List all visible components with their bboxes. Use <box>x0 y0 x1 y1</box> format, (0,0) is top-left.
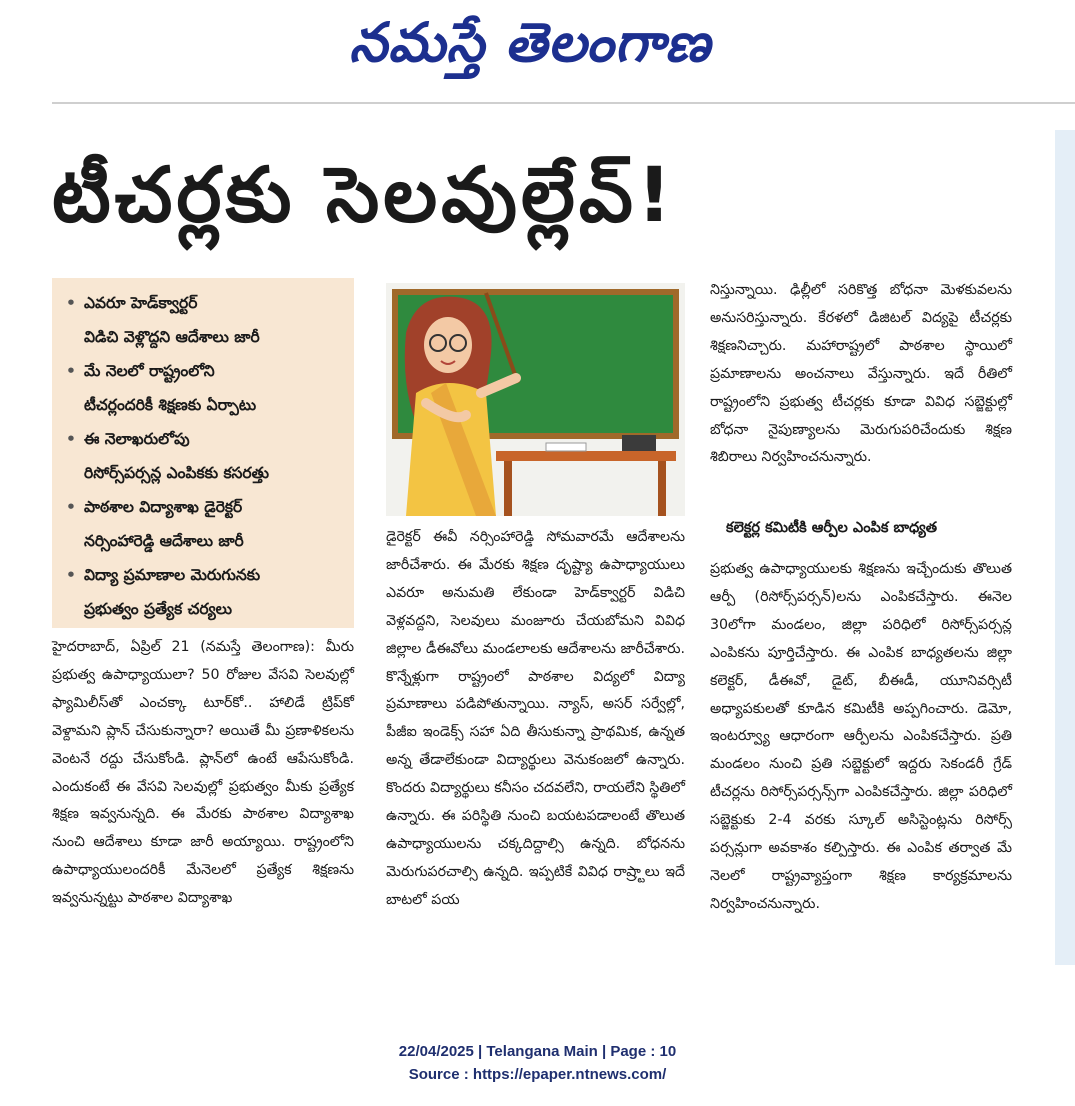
footer-source: Source : https://epaper.ntnews.com/ <box>408 1066 667 1083</box>
article-column-1: హైదరాబాద్‌, ఏప్రిల్‌ 21 (నమస్తే తెలంగాణ): మీరు ప్రభుత్వ ఉపాధ్యాయులా? 50 రోజుల వేసవి సెలవుల్లో ఫ్యామిలీస్‌తో ఎంచక్కా టూర్‌కో.. హాలిడే ట్రిప్‌కో వెళ్దామని ప్లాన్‌ చేసుకున్నారా? అయితే మీ ప్రణాళికలను వెంటనే రద్దు చేసుకోండి. ప్లాన్‌లో ఉంటే ఆపేసుకోండి. ఎందుకంటే ఈ వేసవి సెలవుల్లో ప్రభుత్వం మీకు ప్రత్యేక శిక్షణ ఇవ్వనున్నది. ఈ మేరకు పాఠశాల విద్యాశాఖ నుంచి ఆదేశాలు కూడా జారీ అయ్యాయి. రాష్ట్రంలోని ఉపాధ్యాయులందరికీ మేనెలలో ప్రత్యేక శిక్షణను ఇవ్వనున్నట్టు పాఠశాల విద్యాశాఖ <box>52 639 354 907</box>
subheading: కలెక్టర్ల కమిటీకి ఆర్పీల ఎంపిక బాధ్యత <box>726 520 938 536</box>
masthead-title: నమస్తే తెలంగాణ <box>349 11 711 74</box>
masthead <box>0 0 1075 100</box>
adjacent-page-strip <box>1055 130 1075 965</box>
highlight-item: • ఈ నెలాఖరులోపు రిసోర్స్‌పర్సన్ల ఎంపికకు కసరత్తు <box>66 430 270 482</box>
highlight-item: • ఎవరూ హెడ్‌క్వార్టర్‌ విడిచి వెళ్లొద్దని ఆదేశాలు జారీ <box>66 294 260 346</box>
footer <box>0 1040 1075 1086</box>
footer-date-page: 22/04/2025 | Telangana Main | Page : 10 <box>398 1043 677 1060</box>
highlight-item: • పాఠశాల విద్యాశాఖ డైరెక్టర్‌ నర్సింహారెడ్డి ఆదేశాలు జారీ <box>66 498 244 550</box>
teacher-illustration <box>386 283 685 516</box>
article-column-3-continued: ప్రభుత్వ ఉపాధ్యాయులకు శిక్షణను ఇచ్చేందుకు తొలుత ఆర్పీ (రిసోర్స్‌పర్సన్‌)లను ఎంపికచేస్తారు. ఈనెల 30లోగా మండలం, జిల్లా పరిధిలో రిసోర్స్‌పర్సన్ల ఎంపికను పూర్తిచేస్తారు. ఈ ఎంపిక బాధ్యతలను జిల్లా కలెక్టర్‌, డీఈవో, డైట్‌, బీఈడీ, యూనివర్సిటీ అధ్యాపకులతో కూడిన కమిటీకి అప్పగించారు. డెమో, ఇంటర్వ్యూ ఆధారంగా ఆర్పీలను ఎంపికచేస్తారు. ప్రతి మండలం నుంచి ప్రతి సబ్జెక్టులో ఇద్దరు సెకండరీ గ్రేడ్‌ టీచర్లను రిసోర్స్‌పర్సన్స్‌గా ఎంపికచేస్తారు. జిల్లా పరిధిలో సబ్జెక్టుకు 2-4 వరకు స్కూల్‌ అసిస్టెంట్లను రిసోర్స్‌ పర్సన్లుగా అవకాశం కల్పిస్తారు. ఈ ఎంపిక తర్వాత మే నెలలో రాష్ట్రవ్యాప్తంగా శిక్షణ కార్యక్రమాలను నిర్వహించనున్నారు. <box>710 561 1012 912</box>
highlights-box <box>52 278 354 628</box>
highlight-item: • విద్యా ప్రమాణాల మెరుగునకు ప్రభుత్వం ప్రత్యేక చర్యలు <box>66 566 261 618</box>
divider <box>52 102 1075 104</box>
headline: టీచర్లకు సెలవుల్లేవ్‌! <box>52 150 676 239</box>
article-column-2: డైరెక్టర్‌ ఈవీ నర్సింహారెడ్డి సోమవారమే ఆదేశాలను జారీచేశారు. ఈ మేరకు శిక్షణ దృష్ట్యా ఉపాధ్యాయులు ఎవరూ అనుమతి లేకుండా హెడ్‌క్వార్టర్‌ విడిచి వెళ్లవద్దని, సెలవులు మంజూరు చేయబోమని వివిధ జిల్లాల డీఈవోలు మండలాలకు ఆదేశాలను జారీచేశారు. కొన్నేళ్లుగా రాష్ట్రంలో పాఠశాల విద్యలో విద్యా ప్రమాణాలు పడిపోతున్నాయి. న్యాస్‌, అసర్‌ సర్వేల్లో, పీజీఐ ఇండెక్స్‌ సహా ఏది తీసుకున్నా ప్రాథమిక, ఉన్నత అన్న తేడాలేకుండా విద్యార్థులు వెనుకంజలో ఉన్నారు. కొందరు విద్యార్థులు కనీసం చదవలేని, రాయలేని స్థితిలో ఉన్నారు. ఈ పరిస్థితి నుంచి బయటపడాలంటే తొలుత ఉపాధ్యాయులను చక్కదిద్దాల్సి ఉన్నది. బోధనను మెరుగుపరచాల్సి ఉన్నది. ఇప్పటికే వివిధ రాష్ర్టాలు ఇదే బాటలో పయ <box>386 529 685 908</box>
highlight-item: • మే నెలలో రాష్ట్రంలోని టీచర్లందరికీ శిక్షణకు ఏర్పాటు <box>66 362 257 414</box>
article-column-3: నిస్తున్నాయి. ఢిల్లీలో సరికొత్త బోధనా మెళకువలను అనుసరిస్తున్నారు. కేరళలో డిజిటల్‌ విద్యపై టీచర్లకు శిక్షణనిచ్చారు. మహారాష్ట్రలో పాఠశాల స్థాయిలో ప్రమాణాలను అంచనాలు వేస్తున్నారు. ఇదే రీతిలో రాష్ట్రంలోని ప్రభుత్వ టీచర్లకు కూడా వివిధ సబ్జెక్టుల్లో బోధనా నైపుణ్యాలను మెరుగుపరిచేందుకు శిక్షణ శిబిరాలు నిర్వహించనున్నారు. <box>710 282 1012 466</box>
